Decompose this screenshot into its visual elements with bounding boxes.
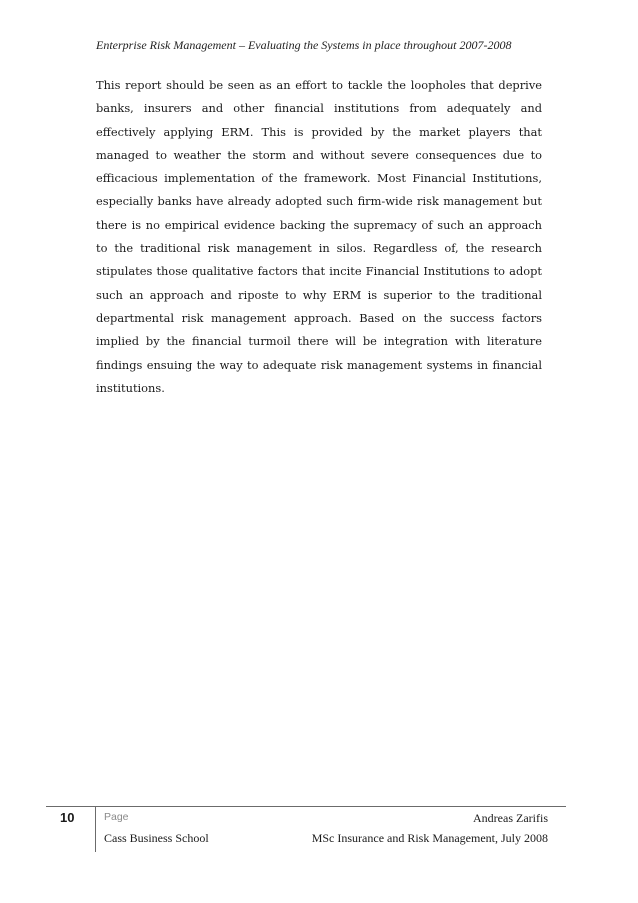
page-number: 10 [60, 810, 75, 825]
footer-school: Cass Business School [104, 831, 209, 845]
body-paragraph: This report should be seen as an effort to tackle the loopholes that deprive banks, insurers and other financial institutions from adequately and effectively applying ERM. This is provided by the market players that managed to weather the storm and without severe consequences due to efficacious implementation of the framework. Most Financial Institutions, especially banks have already adopted such firm-wide risk management but there is no empirical evidence backing the supremacy of such an approach to the traditional risk management in silos. Regardless of, the research stipulates those qualitative factors that incite Financial Institutions to adopt such an approach and riposte to why ERM is superior to the traditional departmental risk management approach. Based on the success factors implied by the financial turmoil there will be integration with literature findings ensuing the way to adequate risk management systems in financial institutions. [96, 78, 542, 395]
footer-divider [46, 806, 566, 807]
page-label: Page [104, 811, 129, 823]
footer-program: MSc Insurance and Risk Management, July 2008 [311, 831, 548, 845]
footer-vertical-divider [95, 806, 96, 852]
running-header: Enterprise Risk Management – Evaluating the Systems in place throughout 2007-2008 [96, 38, 512, 52]
footer-author: Andreas Zarifis [473, 811, 548, 825]
